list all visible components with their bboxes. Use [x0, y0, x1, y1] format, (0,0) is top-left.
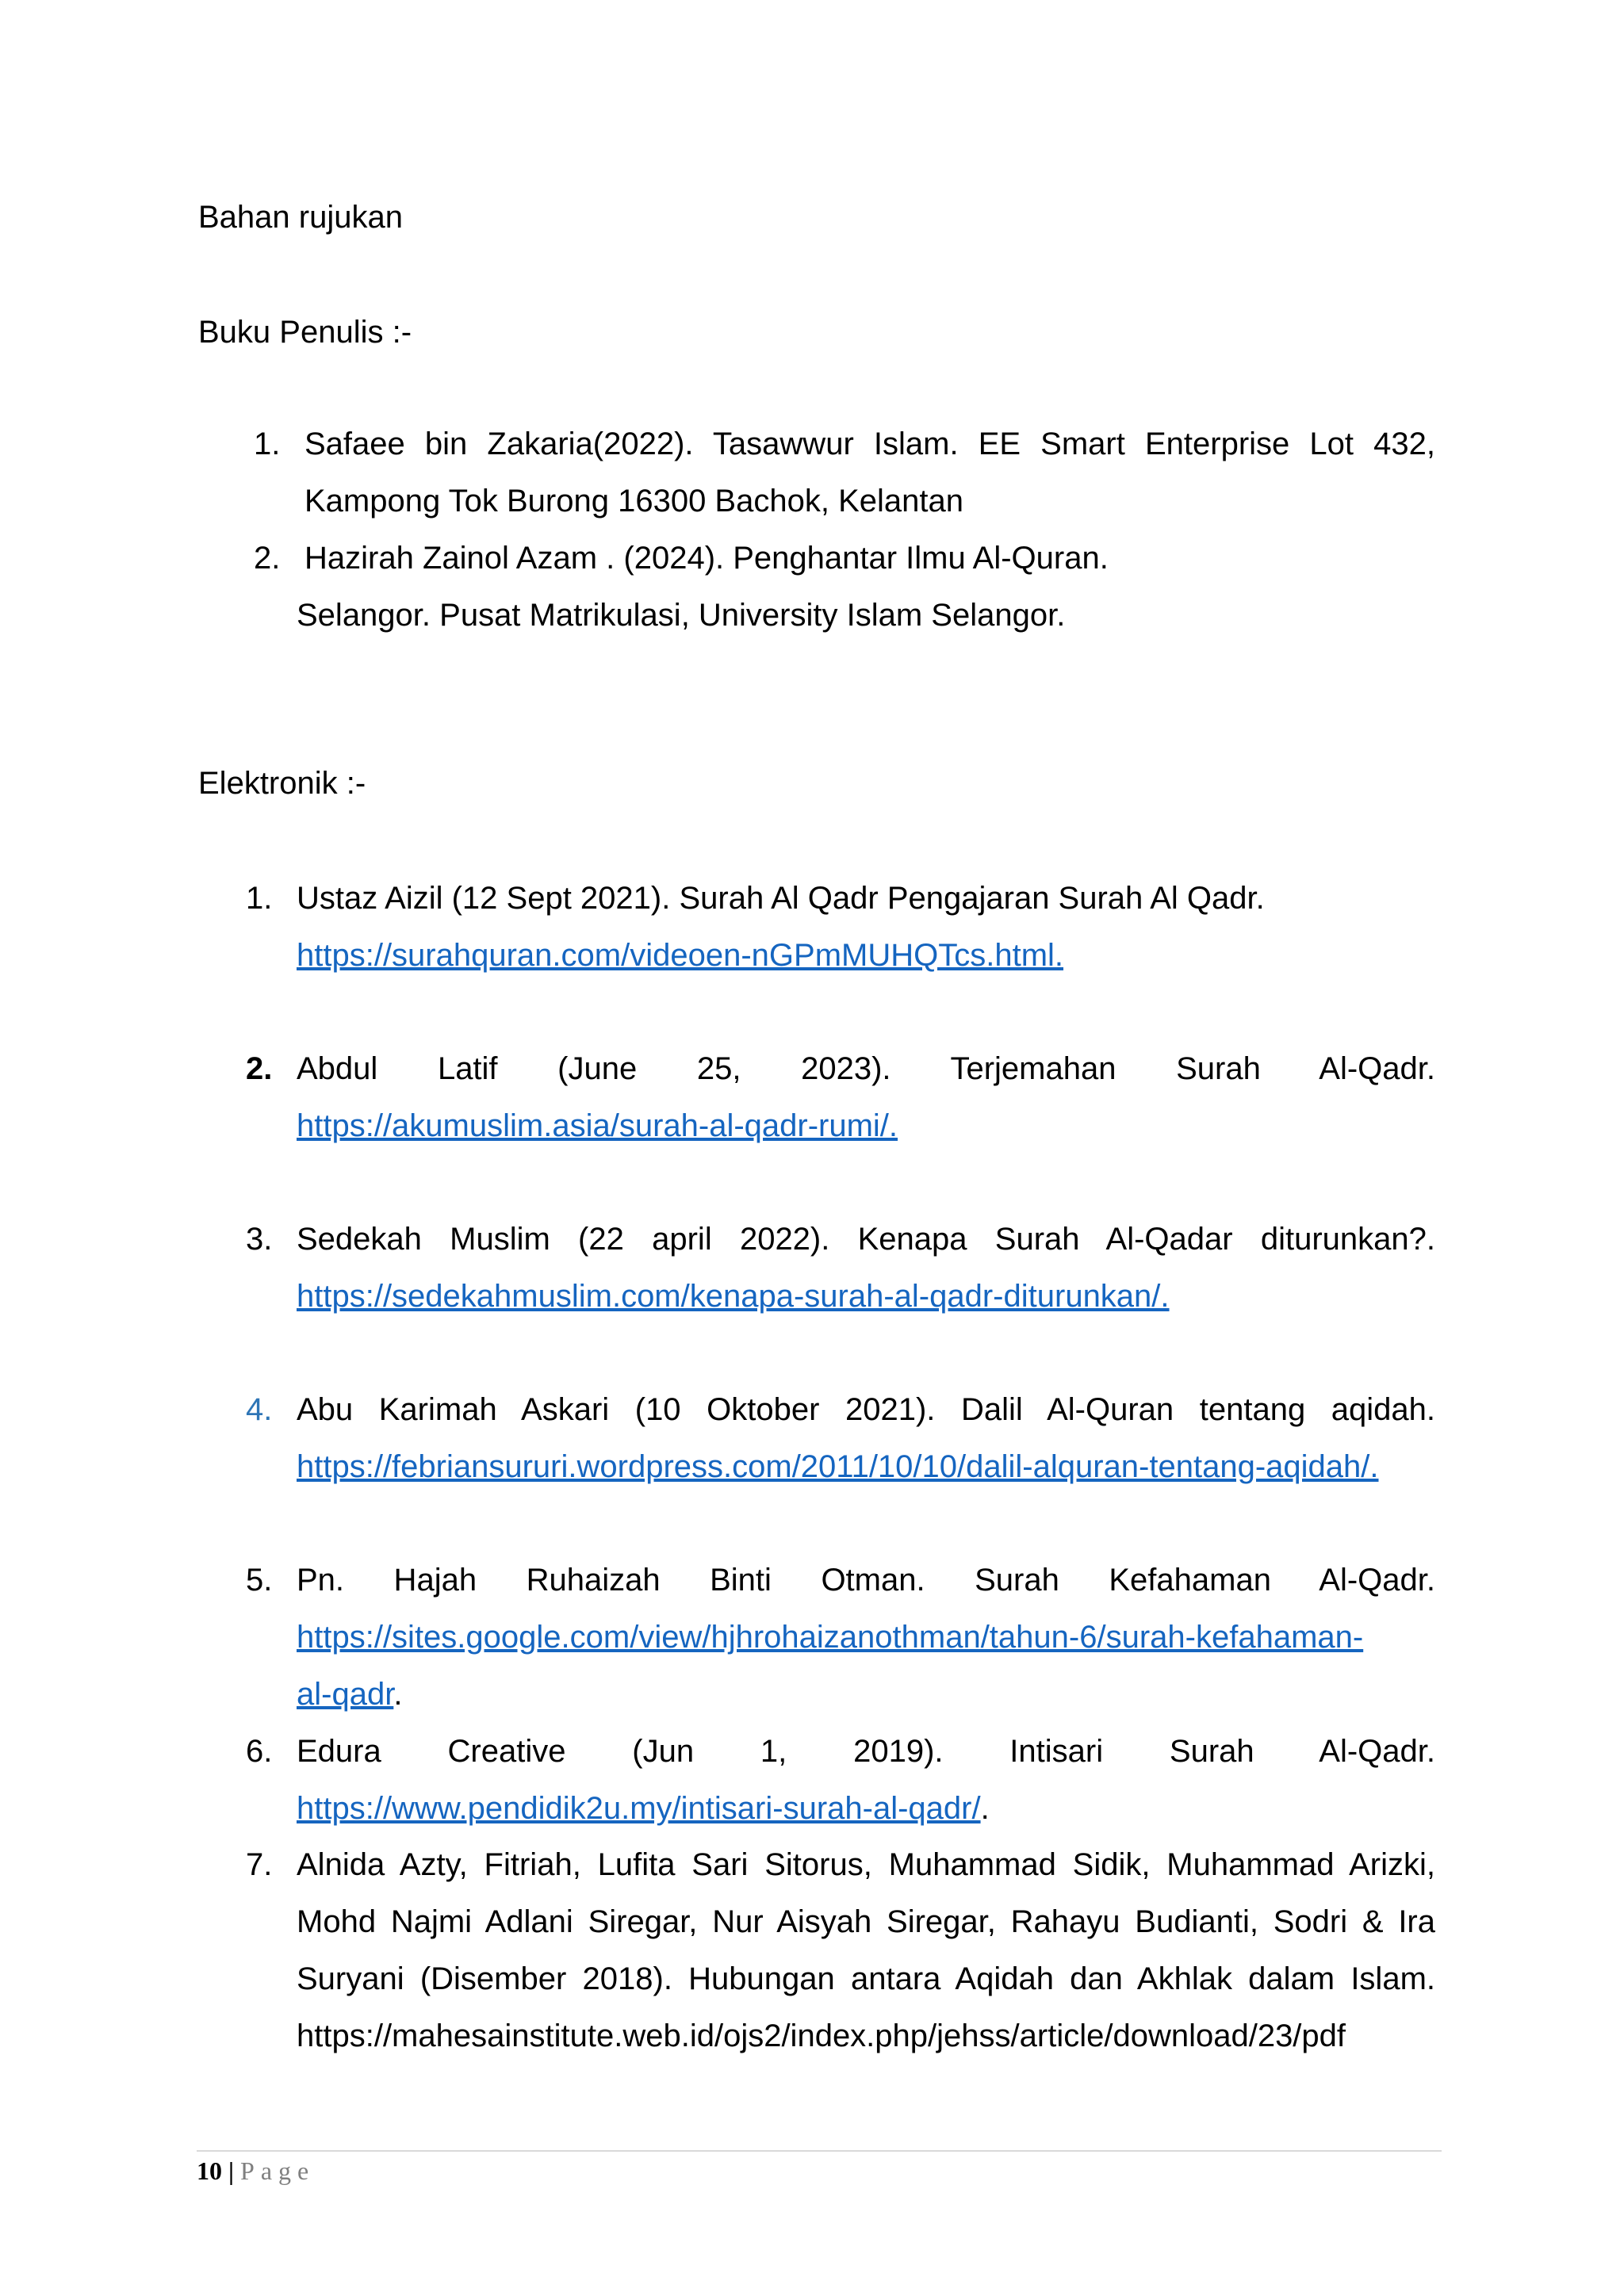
reference-link[interactable]: al-qadr: [297, 1677, 394, 1712]
reference-text: Pn. Hajah Ruhaizah Binti Otman. Surah Kefahaman Al-Qadr.: [297, 1563, 1435, 1598]
reference-link[interactable]: https://sedekahmuslim.com/kenapa-surah-al-qadr-diturunkan/.: [297, 1279, 1170, 1314]
list-number: 6.: [246, 1734, 273, 1769]
book-ref-text: Selangor. Pusat Matrikulasi, University Islam Selangor.: [297, 598, 1066, 633]
reference-text: Abu Karimah Askari (10 Oktober 2021). Dalil Al-Quran tentang aqidah.: [297, 1392, 1435, 1427]
list-number: 2.: [246, 1051, 273, 1086]
list-number: 1.: [246, 881, 273, 916]
reference-text: Alnida Azty, Fitriah, Lufita Sari Sitorus, Muhammad Sidik, Muhammad Arizki,: [297, 1847, 1435, 1882]
references-heading: Bahan rujukan: [198, 200, 403, 235]
reference-link[interactable]: https://surahquran.com/videoen-nGPmMUHQTcs.html.: [297, 938, 1064, 973]
list-number: 3.: [246, 1222, 273, 1257]
reference-text: Mohd Najmi Adlani Siregar, Nur Aisyah Siregar, Rahayu Budianti, Sodri & Ira: [297, 1904, 1435, 1939]
reference-text: https://mahesainstitute.web.id/ojs2/index.php/jehss/article/download/23/pdf: [297, 2019, 1346, 2053]
footer-separator: |: [228, 2156, 235, 2185]
footer-divider: [197, 2150, 1442, 2152]
book-ref-text: Safaee bin Zakaria(2022). Tasawwur Islam. EE Smart Enterprise Lot 432,: [304, 427, 1435, 461]
reference-link[interactable]: https://akumuslim.asia/surah-al-qadr-rumi/.: [297, 1108, 898, 1143]
list-number: 5.: [246, 1563, 273, 1598]
reference-link[interactable]: https://sites.google.com/view/hjhrohaizanothman/tahun-6/surah-kefahaman-: [297, 1620, 1364, 1655]
page-footer: [197, 2155, 315, 2187]
page-label: Page: [240, 2156, 316, 2185]
punctuation: .: [393, 1677, 403, 1712]
book-ref-text: Kampong Tok Burong 16300 Bachok, Kelantan: [304, 484, 963, 519]
list-number: 7.: [246, 1847, 273, 1882]
list-number: 2.: [254, 541, 281, 576]
electronic-heading: Elektronik :-: [198, 766, 366, 801]
book-ref-text: Hazirah Zainol Azam . (2024). Penghantar Ilmu Al-Quran.: [304, 541, 1109, 576]
reference-text: Suryani (Disember 2018). Hubungan antara Aqidah dan Akhlak dalam Islam.: [297, 1961, 1435, 1996]
list-number: 1.: [254, 427, 281, 461]
page-number: 10: [197, 2156, 222, 2185]
books-heading: Buku Penulis :-: [198, 315, 412, 350]
reference-text: Abdul Latif (June 25, 2023). Terjemahan Surah Al-Qadr.: [297, 1051, 1435, 1086]
reference-text: Sedekah Muslim (22 april 2022). Kenapa Surah Al-Qadar diturunkan?.: [297, 1222, 1435, 1257]
reference-text: Ustaz Aizil (12 Sept 2021). Surah Al Qadr Pengajaran Surah Al Qadr.: [297, 881, 1265, 916]
reference-link[interactable]: https://febriansururi.wordpress.com/2011/10/10/dalil-alquran-tentang-aqidah/.: [297, 1449, 1379, 1484]
punctuation: .: [980, 1791, 990, 1826]
reference-link[interactable]: https://www.pendidik2u.my/intisari-surah-al-qadr/: [297, 1791, 981, 1826]
reference-text: Edura Creative (Jun 1, 2019). Intisari Surah Al-Qadr.: [297, 1734, 1435, 1769]
list-number: 4.: [246, 1392, 273, 1427]
